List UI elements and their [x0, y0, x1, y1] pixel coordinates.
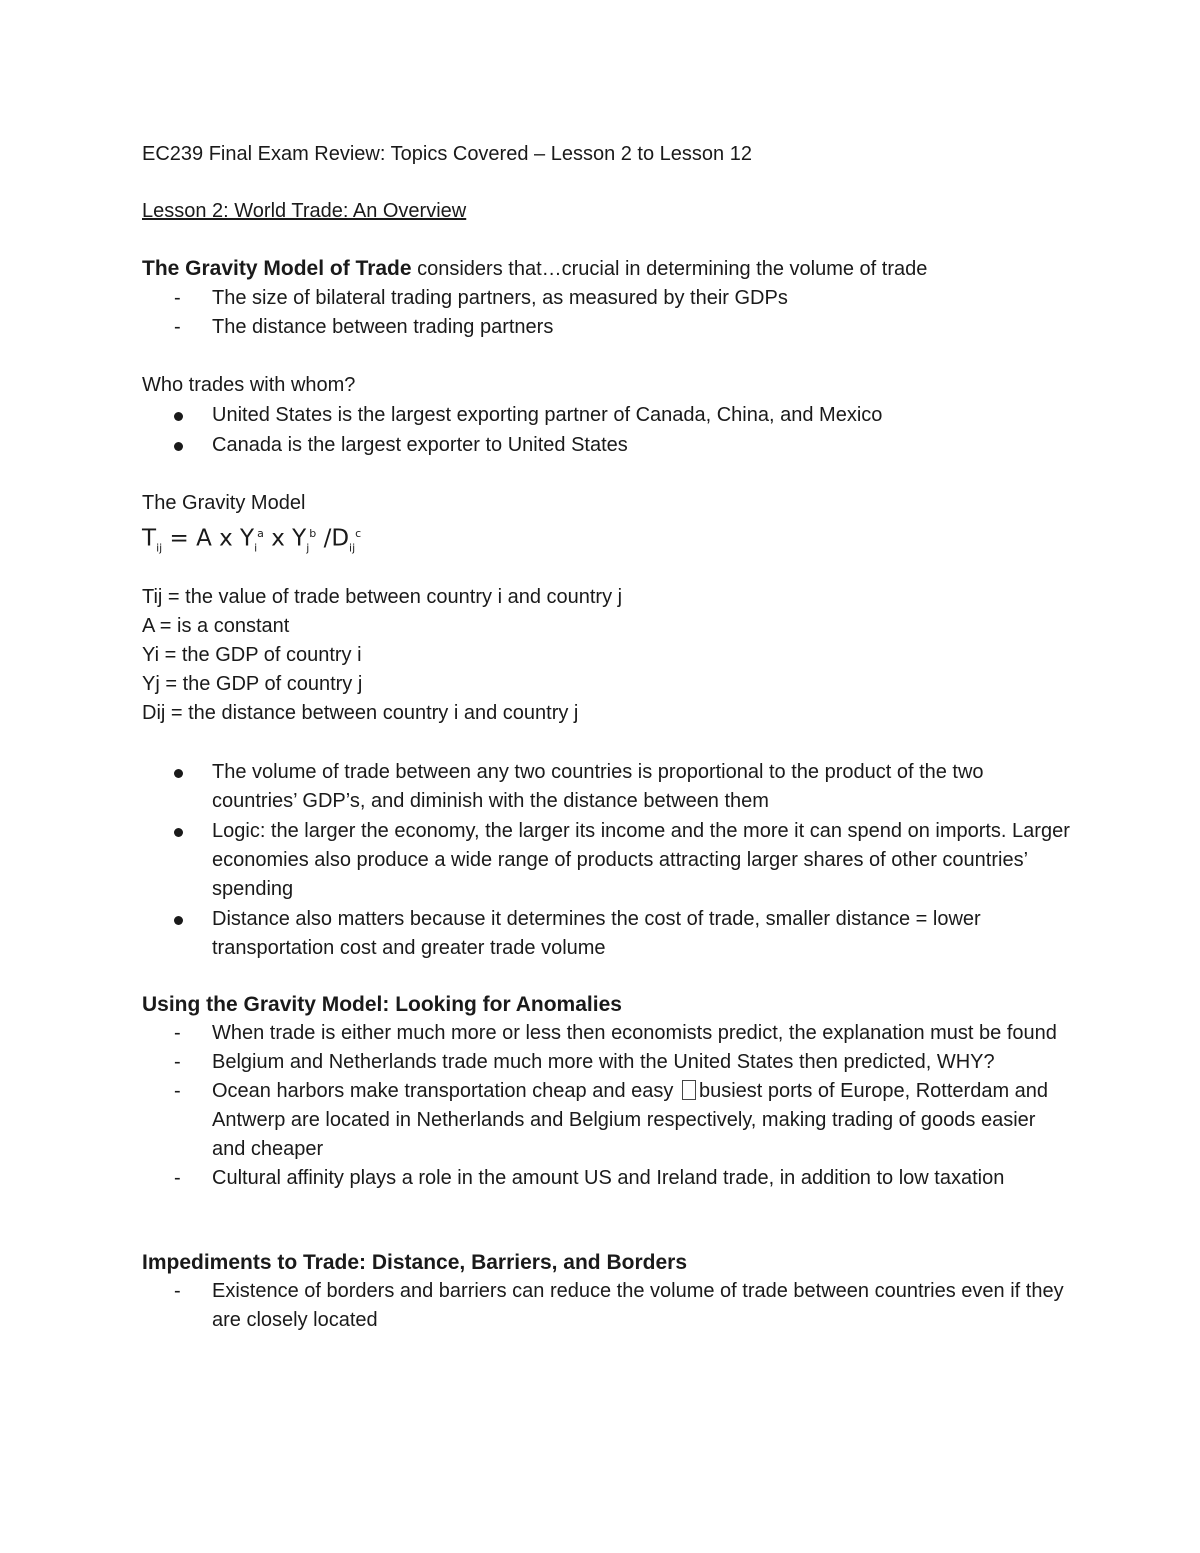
list-item: - Ocean harbors make transportation cheap and easy busiest ports of Europe, Rotterdam and Antwerp are located in Netherlands and Belgium respectively, making trading of goods easier and cheaper — [142, 1077, 1072, 1164]
document-page — [142, 140, 1072, 1335]
gravity-model-heading: The Gravity Model — [142, 492, 306, 514]
bullet-icon — [174, 828, 183, 837]
gravity-formula: $T_{ij} = A$ x $Y_i^a$ x $Y_j^b$ $/D_{ij}^c$ — [142, 525, 362, 555]
definition-line: A = is a constant — [142, 615, 290, 638]
who-trades-heading: Who trades with whom? — [142, 374, 356, 396]
list-item: Canada is the largest exporter to United States — [142, 431, 1072, 460]
gravity-points-list — [142, 758, 1072, 963]
definition-line: Tij = the value of trade between country i and country j — [142, 586, 623, 609]
list-item: United States is the largest exporting partner of Canada, China, and Mexico — [142, 401, 1072, 430]
definition-line: Dij = the distance between country i and country j — [142, 702, 579, 725]
bullet-icon — [174, 916, 183, 925]
definition-line: Yj = the GDP of country j — [142, 673, 363, 696]
list-item: Distance also matters because it determines the cost of trade, smaller distance = lower transportation cost and greater trade volume — [142, 905, 1072, 963]
definition-line: Yi = the GDP of country i — [142, 644, 362, 667]
list-item: The volume of trade between any two countries is proportional to the product of the two countries’ GDP’s, and diminish with the distance between them — [142, 758, 1072, 816]
document-title: EC239 Final Exam Review: Topics Covered – Lesson 2 to Lesson 12 — [142, 143, 752, 165]
bullet-icon — [174, 769, 183, 778]
anomalies-heading: Using the Gravity Model: Looking for Anomalies — [142, 993, 622, 1017]
who-trades-list — [142, 401, 1072, 460]
gravity-intro — [142, 254, 1072, 284]
list-item: - The size of bilateral trading partners, as measured by their GDPs — [142, 284, 1072, 313]
list-item: - Existence of borders and barriers can reduce the volume of trade between countries even if they are closely located — [142, 1277, 1072, 1335]
list-item: - Belgium and Netherlands trade much more with the United States then predicted, WHY? — [142, 1048, 1072, 1077]
gravity-intro-rest: considers that…crucial in determining the volume of trade — [411, 258, 928, 280]
list-item: - Cultural affinity plays a role in the amount US and Ireland trade, in addition to low taxation — [142, 1164, 1072, 1193]
lesson-heading: Lesson 2: World Trade: An Overview — [142, 200, 467, 222]
impediments-heading: Impediments to Trade: Distance, Barriers, and Borders — [142, 1251, 687, 1275]
list-item: - When trade is either much more or less then economists predict, the explanation must be found — [142, 1019, 1072, 1048]
impediments-list — [142, 1277, 1072, 1335]
list-item: Logic: the larger the economy, the larger its income and the more it can spend on imports. Larger economies also produce a wide range of products attracting larger shares of other countries’ spending — [142, 817, 1072, 904]
gravity-intro-bold: The Gravity Model of Trade — [142, 257, 412, 280]
list-item: - The distance between trading partners — [142, 313, 1072, 342]
gravity-intro-list — [142, 284, 1072, 342]
bullet-icon — [174, 442, 183, 451]
missing-glyph-icon — [682, 1080, 696, 1100]
bullet-icon — [174, 412, 183, 421]
anomalies-list — [142, 1019, 1072, 1193]
